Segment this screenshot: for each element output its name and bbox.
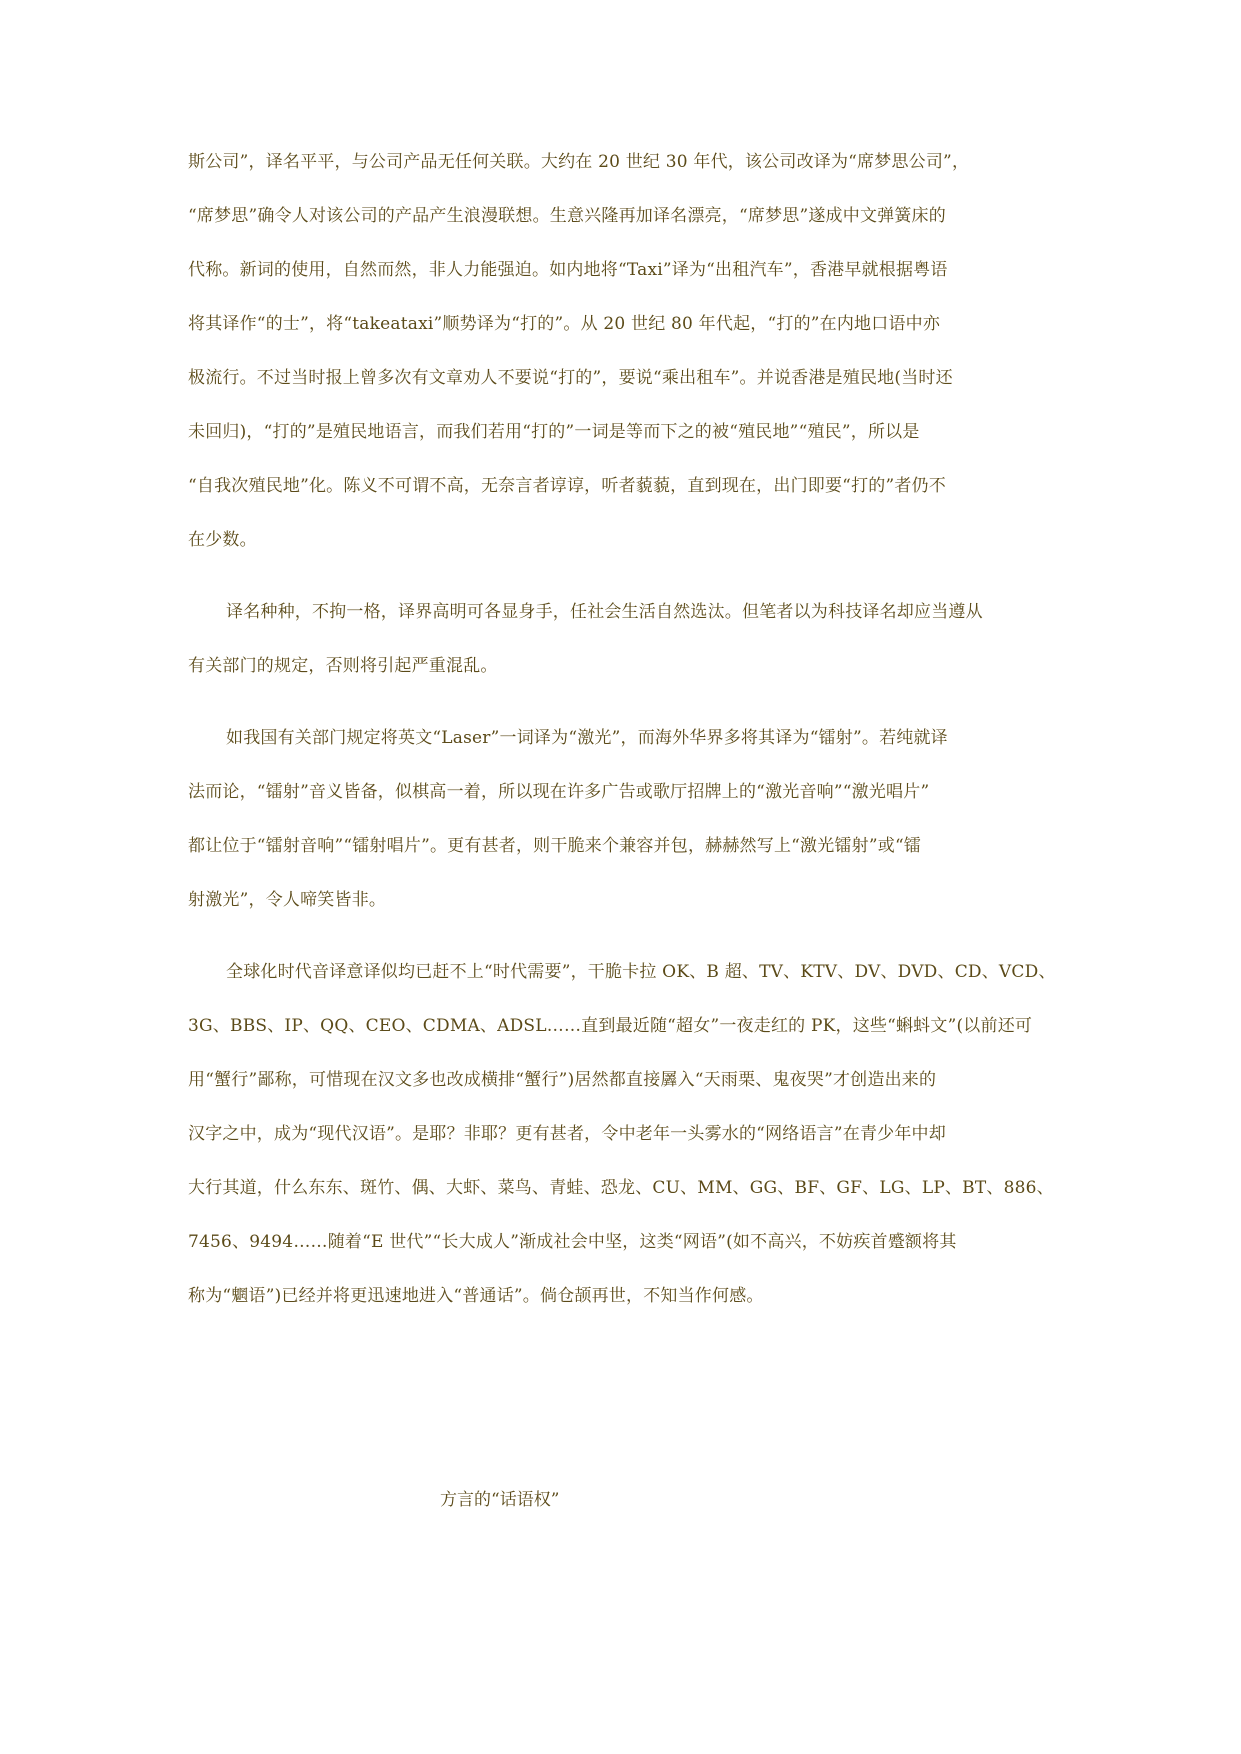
paragraph-4-line-3: 用“蟹行”鄙称，可惜现在汉文多也改成横排“蟹行”)居然都直接羼入“天雨栗、鬼夜哭”才创造出来的 bbox=[188, 1070, 937, 1090]
paragraph-2-line-2: 有关部门的规定，否则将引起严重混乱。 bbox=[188, 656, 498, 676]
paragraph-1-line-7: “自我次殖民地”化。陈义不可谓不高，无奈言者谆谆，听者藐藐，直到现在，出门即要“打的”者仍不 bbox=[188, 476, 946, 496]
paragraph-1-line-2: “席梦思”确令人对该公司的产品产生浪漫联想。生意兴隆再加译名漂亮，“席梦思”遂成中文弹簧床的 bbox=[188, 206, 946, 226]
paragraph-3-line-1: 如我国有关部门规定将英文“Laser”一词译为“激光”，而海外华界多将其译为“镭射”。若纯就译 bbox=[226, 728, 948, 748]
paragraph-4-line-6: 7456、9494……随着“E 世代”“长大成人”渐成社会中坚，这类“网语”(如不高兴，不妨疾首蹙额将其 bbox=[188, 1232, 957, 1252]
paragraph-1-line-5: 极流行。不过当时报上曾多次有文章劝人不要说“打的”，要说“乘出租车”。并说香港是殖民地(当时还 bbox=[188, 368, 953, 388]
paragraph-1-line-4: 将其译作“的士”，将“takeataxi”顺势译为“打的”。从 20 世纪 80 年代起，“打的”在内地口语中亦 bbox=[188, 314, 941, 334]
paragraph-2-line-1: 译名种种，不拘一格，译界高明可各显身手，任社会生活自然选汰。但笔者以为科技译名却应当遵从 bbox=[226, 602, 983, 622]
paragraph-3-line-2: 法而论，“镭射”音义皆备，似棋高一着，所以现在许多广告或歌厅招牌上的“激光音响”“激光唱片” bbox=[188, 782, 930, 802]
paragraph-1-line-1: 斯公司”，译名平平，与公司产品无任何关联。大约在 20 世纪 30 年代，该公司改译为“席梦思公司”， bbox=[188, 152, 970, 172]
paragraph-3-line-4: 射激光”，令人啼笑皆非。 bbox=[188, 890, 387, 910]
paragraph-4-line-2: 3G、BBS、IP、QQ、CEO、CDMA、ADSL……直到最近随“超女”一夜走红的 PK，这些“蝌蚪文”(以前还可 bbox=[188, 1016, 1033, 1036]
paragraph-4-line-4: 汉字之中，成为“现代汉语”。是耶？非耶？更有甚者，令中老年一头雾水的“网络语言”在青少年中却 bbox=[188, 1124, 946, 1144]
paragraph-1-line-8: 在少数。 bbox=[188, 530, 257, 550]
paragraph-4-line-5: 大行其道，什么东东、斑竹、偶、大虾、菜鸟、青蛙、恐龙、CU、MM、GG、BF、GF、LG、LP、BT、886、 bbox=[188, 1178, 1054, 1198]
paragraph-4-line-7: 称为“魍语”)已经并将更迅速地进入“普通话”。倘仓颉再世，不知当作何感。 bbox=[188, 1286, 764, 1306]
section-heading: 方言的“话语权” bbox=[440, 1490, 560, 1510]
paragraph-4-line-1: 全球化时代音译意译似均已赶不上“时代需要”，干脆卡拉 OK、B 超、TV、KTV、DV、DVD、CD、VCD、 bbox=[226, 962, 1056, 982]
paragraph-3-line-3: 都让位于“镭射音响”“镭射唱片”。更有甚者，则干脆来个兼容并包，赫赫然写上“激光镭射”或“镭 bbox=[188, 836, 922, 856]
paragraph-1-line-6: 未回归)，“打的”是殖民地语言，而我们若用“打的”一词是等而下之的被“殖民地”“殖民”，所以是 bbox=[188, 422, 920, 442]
paragraph-1-line-3: 代称。新词的使用，自然而然，非人力能强迫。如内地将“Taxi”译为“出租汽车”，香港早就根据粤语 bbox=[188, 260, 948, 280]
